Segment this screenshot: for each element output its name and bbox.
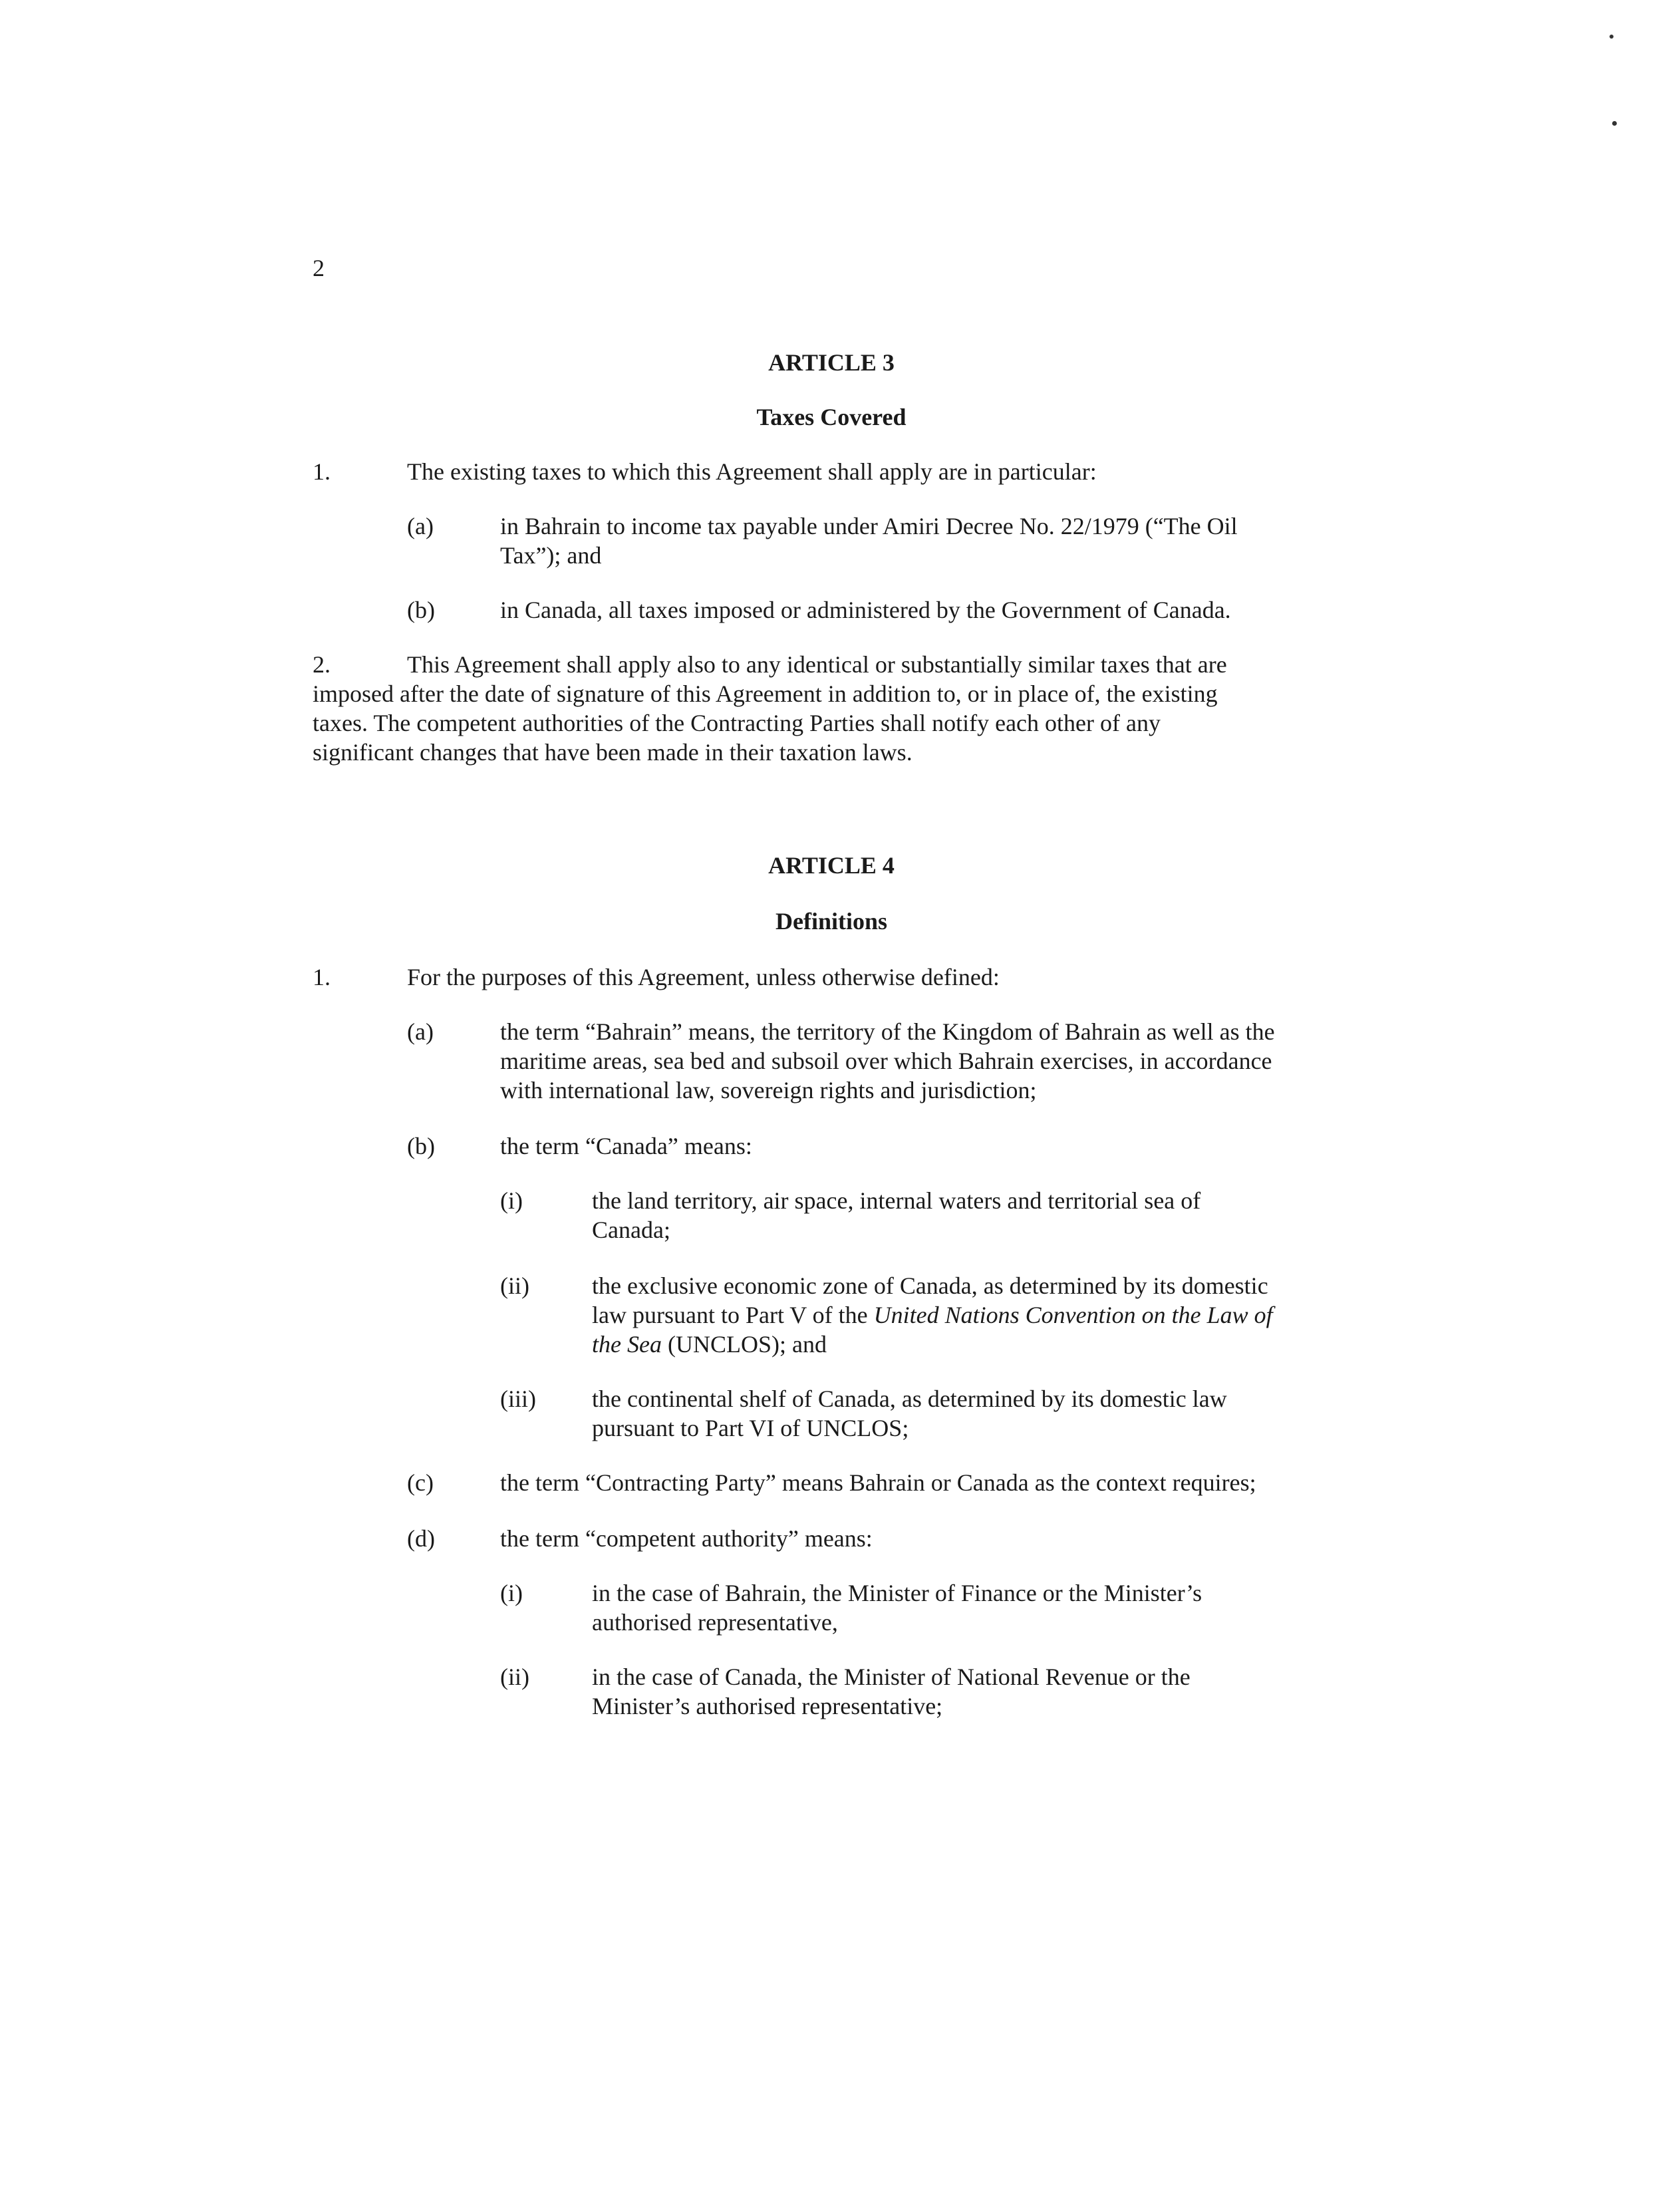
definition-b-ii-line-3 [592,1329,827,1360]
article-3-para-2-line-1: This Agreement shall apply also to any identical or substantially similar taxes that are [407,651,1227,678]
definition-d-ii-label: (ii) [500,1664,529,1690]
definition-b-iii-label: (iii) [500,1385,536,1412]
definition-b-label: (b) [407,1133,435,1159]
definition-b-ii-label: (ii) [500,1272,529,1299]
article-3-para-2-line-4: significant changes that have been made in their taxation laws. [313,739,912,766]
definition-d-ii-line-1: in the case of Canada, the Minister of National Revenue or the [592,1664,1190,1690]
article-4-para-1-number: 1. [313,964,331,990]
definition-c-label: (c) [407,1469,434,1496]
unclos-title-part-1: United Nations Convention on the Law of [873,1302,1273,1328]
definition-a-label: (a) [407,1018,434,1045]
definition-b-ii-line-3-text: (UNCLOS); and [661,1331,827,1358]
definition-a-line-3: with international law, sovereign rights and jurisdiction; [500,1077,1037,1103]
definition-b-text: the term “Canada” means: [500,1133,752,1159]
definition-d-i-line-2: authorised representative, [592,1609,838,1636]
article-3-item-a-line-2: Tax”); and [500,542,602,569]
definition-d-label: (d) [407,1525,435,1552]
definition-b-ii-line-2 [592,1300,1273,1330]
article-4-para-1-text: For the purposes of this Agreement, unless otherwise defined: [407,964,1000,990]
article-3-item-b-label: (b) [407,597,435,623]
article-4-heading: ARTICLE 4 [768,852,895,879]
definition-a-line-2: maritime areas, sea bed and subsoil over which Bahrain exercises, in accordance [500,1048,1272,1074]
scan-speck [1612,121,1617,126]
definition-d-text: the term “competent authority” means: [500,1525,873,1552]
article-3-para-2-line-2: imposed after the date of signature of this Agreement in addition to, or in place of, the existing [313,680,1218,707]
article-3-para-2-line-3: taxes. The competent authorities of the Contracting Parties shall notify each other of any [313,710,1161,736]
definition-d-i-line-1: in the case of Bahrain, the Minister of Finance or the Minister’s [592,1580,1202,1606]
definition-b-i-line-1: the land territory, air space, internal waters and territorial sea of [592,1187,1201,1214]
definition-b-ii-line-1: the exclusive economic zone of Canada, as determined by its domestic [592,1272,1268,1299]
article-3-heading: ARTICLE 3 [768,349,895,376]
definition-b-i-label: (i) [500,1187,523,1214]
article-3-item-a-line-1: in Bahrain to income tax payable under Amiri Decree No. 22/1979 (“The Oil [500,513,1238,539]
definition-b-iii-line-1: the continental shelf of Canada, as determined by its domestic law [592,1385,1227,1412]
article-4-title: Definitions [775,908,887,935]
page-number: 2 [313,255,325,281]
definition-b-iii-line-2: pursuant to Part VI of UNCLOS; [592,1415,909,1441]
unclos-title-part-2: the Sea [592,1331,662,1358]
definition-a-line-1: the term “Bahrain” means, the territory of the Kingdom of Bahrain as well as the [500,1018,1275,1045]
article-3-item-a-label: (a) [407,513,434,539]
article-3-item-b-text: in Canada, all taxes imposed or administered by the Government of Canada. [500,597,1231,623]
article-3-para-1-number: 1. [313,458,331,485]
article-3-title: Taxes Covered [756,404,907,430]
definition-b-ii-line-2-text: law pursuant to Part V of the [592,1302,874,1328]
definition-d-ii-line-2: Minister’s authorised representative; [592,1693,943,1719]
article-3-para-2-number: 2. [313,651,331,678]
definition-b-i-line-2: Canada; [592,1217,670,1243]
definition-d-i-label: (i) [500,1580,523,1606]
article-3-para-1-text: The existing taxes to which this Agreement shall apply are in particular: [407,458,1097,485]
definition-c-text: the term “Contracting Party” means Bahrain or Canada as the context requires; [500,1469,1256,1496]
scan-speck [1610,35,1613,39]
